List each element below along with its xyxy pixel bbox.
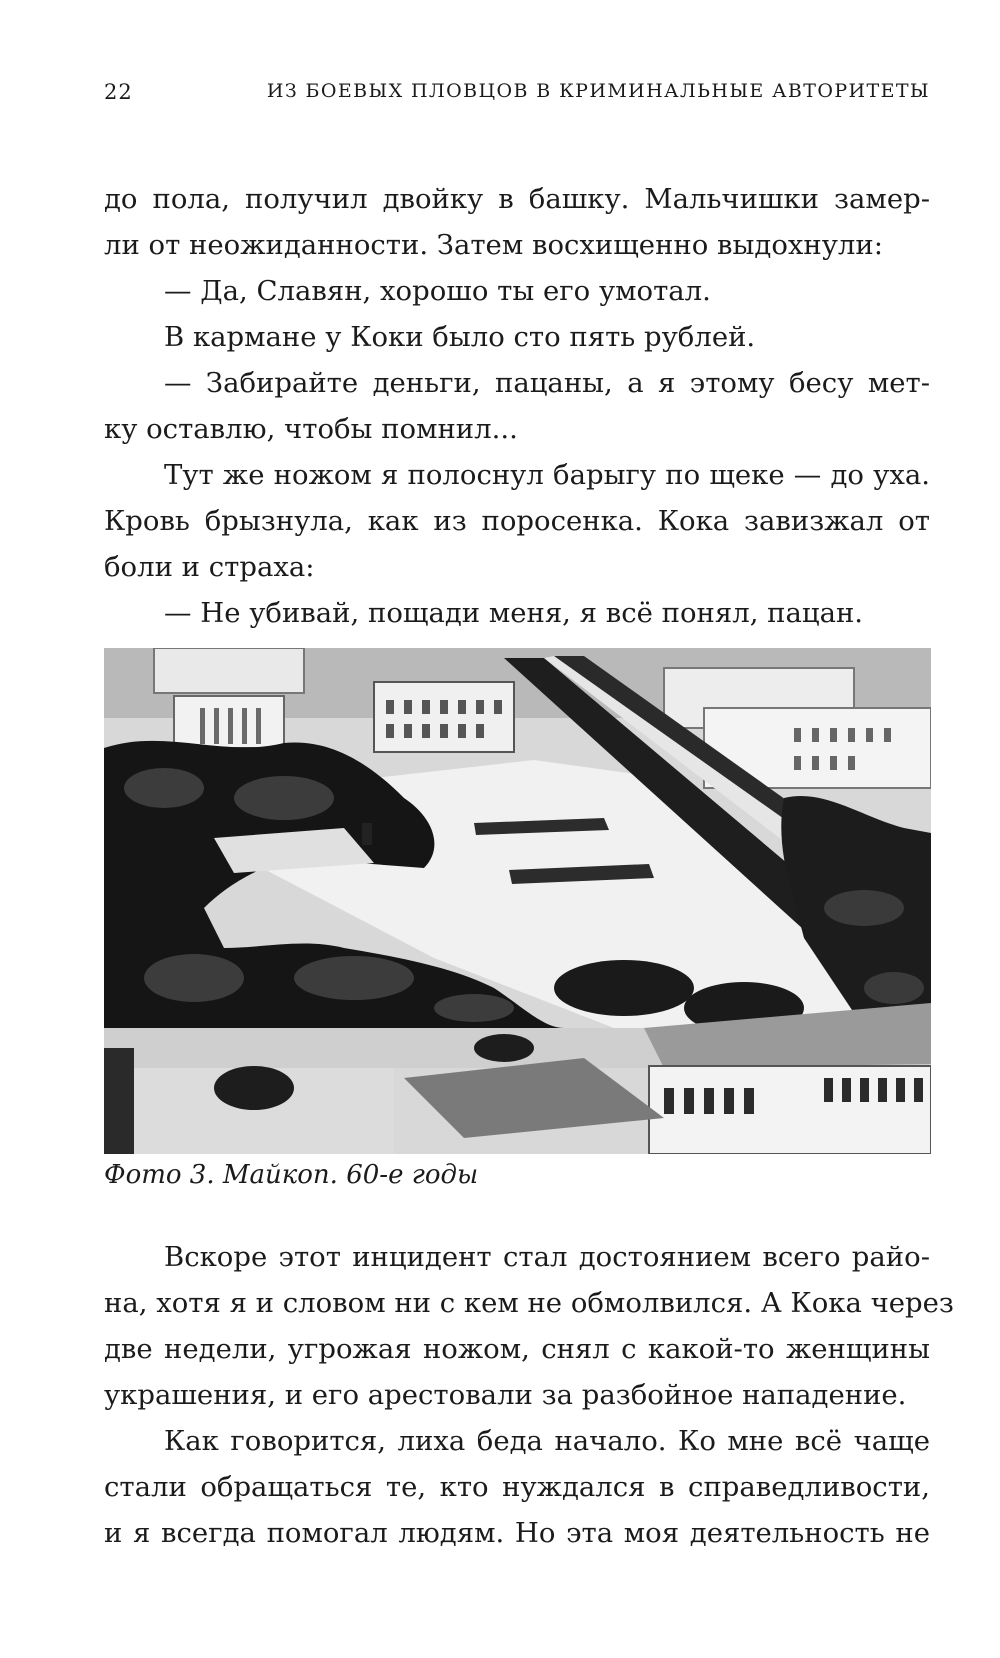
paragraph-line: В кармане у Коки было сто пять рублей. (164, 321, 756, 353)
paragraph-line: Вскоре этот инцидент стал достоянием всего райо- (164, 1241, 930, 1273)
running-head: ИЗ БОЕВЫХ ПЛОВЦОВ В КРИМИНАЛЬНЫЕ АВТОРИТЕТЫ (266, 80, 930, 102)
paragraph-line: стали обращаться те, кто нуждался в справедливости, (104, 1471, 930, 1503)
paragraph-line: на, хотя я и словом ни с кем не обмолвился. А Кока через (104, 1287, 954, 1319)
dialogue-line: — Не убивай, пощади меня, я всё понял, пацан. (164, 597, 864, 629)
dialogue-line: — Забирайте деньги, пацаны, а я этому бесу мет- (164, 367, 930, 399)
paragraph-line: до пола, получил двойку в башку. Мальчишки замер- (104, 183, 930, 215)
paragraph-line: боли и страха: (104, 551, 315, 583)
page-header (104, 80, 930, 114)
paragraph-line: две недели, угрожая ножом, снял с какой-то женщины (104, 1333, 930, 1365)
paragraph-line: Тут же ножом я полоснул барыгу по щеке — до уха. (164, 459, 930, 491)
paragraph-line: ку оставлю, чтобы помнил... (104, 413, 518, 445)
photo-caption: Фото 3. Майкоп. 60-е годы (104, 1160, 479, 1190)
paragraph-line: Кровь брызнула, как из поросенка. Кока завизжал от (104, 505, 930, 537)
paragraph-line: ли от неожиданности. Затем восхищенно выдохнули: (104, 229, 883, 261)
paragraph-line: и я всегда помогал людям. Но эта моя деятельность не (104, 1517, 930, 1549)
paragraph-line: украшения, и его арестовали за разбойное нападение. (104, 1379, 907, 1411)
city-square-photo (104, 648, 931, 1154)
dialogue-line: — Да, Славян, хорошо ты его умотал. (164, 275, 711, 307)
page-number: 22 (104, 80, 133, 104)
paragraph-line: Как говорится, лиха беда начало. Ко мне всё чаще (164, 1425, 930, 1457)
